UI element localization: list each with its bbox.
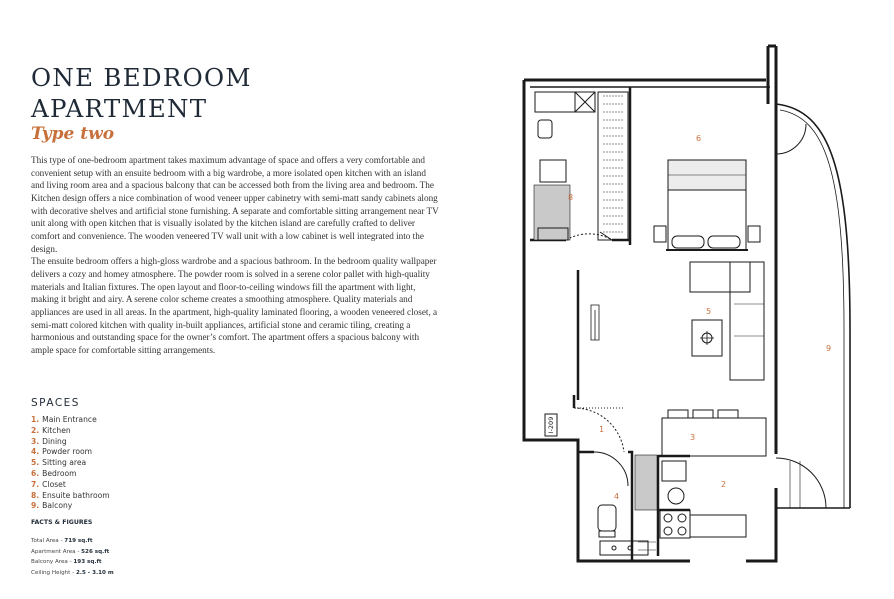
spaces-heading: SPACES (31, 397, 80, 409)
dining-set (662, 410, 766, 456)
ensuite-bathroom-fixtures (534, 92, 595, 240)
unit-tag-text: I-209 (547, 416, 555, 434)
balcony (776, 104, 850, 508)
space-number: 9. (31, 501, 40, 511)
list-item (31, 437, 110, 448)
floor-plan (515, 40, 885, 570)
list-item (31, 447, 110, 458)
room-number-6: 6 (696, 134, 702, 143)
space-label: Kitchen (42, 425, 71, 435)
room-number-3: 3 (690, 433, 696, 442)
space-label: Balcony (42, 501, 73, 511)
space-label: Ensuite bathroom (42, 490, 110, 500)
room-number-1: 1 (599, 425, 605, 434)
fact-value: 2.5 - 3.10 m (75, 569, 114, 576)
page-title (31, 62, 252, 124)
fact-total-area (31, 536, 114, 547)
interior-walls (530, 87, 690, 561)
space-number: 4. (31, 447, 40, 457)
list-item (31, 426, 110, 437)
kitchen-fixtures (635, 455, 746, 550)
room-number-9: 9 (826, 344, 832, 353)
room-number-2: 2 (721, 480, 727, 489)
page-title-line2: APARTMENT (31, 94, 208, 123)
facts-heading: FACTS & FIGURES (31, 519, 93, 526)
bed (654, 160, 760, 250)
fact-label: Total Area - (31, 538, 65, 544)
fact-balcony-area (31, 557, 114, 568)
list-item (31, 469, 110, 480)
page-subtitle: Type two (31, 124, 115, 144)
space-label: Main Entrance (42, 415, 97, 424)
fact-value: 526 sq.ft (81, 548, 110, 555)
space-number: 8. (31, 490, 40, 500)
fact-label: Balcony Area - (31, 559, 74, 566)
space-label: Closet (42, 479, 66, 489)
fact-label: Apartment Area - (31, 548, 82, 555)
space-label: Sitting area (42, 458, 87, 468)
facts-list (31, 536, 114, 578)
fact-ceiling-height (31, 568, 114, 579)
space-number: 2. (31, 425, 40, 435)
room-number-8: 8 (568, 193, 574, 202)
sitting-area (591, 262, 764, 380)
fact-label: Ceiling Height - (31, 569, 76, 576)
space-number: 6. (31, 468, 40, 478)
description-paragraph-2: The ensuite bedroom offers a high-gloss wardrobe and a spacious bathroom. In the bedroom quality wallpaper delivers a cozy and homey atmosphere. The powder room is solved in a serene color pallet with high-quality materials and Italian fixtures. The open layout and floor-to-ceiling windows fill the apartment with light, making it bright and airy. A serene color scheme creates a smoothing atmosphere. Quality materials and appliances are used in all areas. In the apartment, high-quality laminated flooring, a wooden veneered closet, a semi-matt colored kitchen with quality in-built appliances, artificial stone and ceramic tiling, creating a harmonious and outstanding space for the owner’s comfort. The apartment offers a spacious balcony with ample space for comfortable sitting arrangements. (31, 256, 438, 355)
list-item (31, 501, 110, 512)
fact-value: 719 sq.ft (64, 538, 93, 544)
space-label: Bedroom (42, 468, 77, 478)
room-number-5: 5 (706, 307, 712, 316)
space-number: 1. (31, 415, 40, 424)
powder-room-fixtures (598, 505, 648, 555)
fact-value: 193 sq.ft (73, 559, 102, 566)
space-number: 7. (31, 479, 40, 489)
list-item (31, 491, 110, 502)
closet-shelving (598, 92, 628, 240)
room-number-4: 4 (614, 492, 620, 501)
space-label: Powder room (42, 447, 93, 457)
description (31, 154, 441, 357)
spaces-list (31, 415, 110, 512)
list-item (31, 415, 110, 426)
space-label: Dining (42, 436, 67, 446)
space-number: 3. (31, 436, 40, 446)
space-number: 5. (31, 458, 40, 468)
list-item (31, 458, 110, 469)
page-title-line1: ONE BEDROOM (31, 63, 252, 92)
list-item (31, 480, 110, 491)
fact-apartment-area (31, 547, 114, 558)
unit-tag (545, 414, 557, 436)
description-paragraph-1: This type of one-bedroom apartment takes maximum advantage of space and offers a very comfortable and convenient setup with an ensuite bedroom with a big wardrobe, a more isolated open kitchen with an island and living room area and a spacious balcony that can be accessed both from the living area and bedroom. The Kitchen design offers a nice combination of wood veneer upper cabinetry with semi-matt sandy cabinets along with decorative shelves and artificial stone furnishing. A separate and comfortable sitting arrangement near TV unit along with open kitchen that is visually isolated by the kitchen island are carefully crafted to deliver comfort and convenience. The wooden veneered TV wall unit with a low cabinet is well integrated into the design. (31, 155, 439, 254)
